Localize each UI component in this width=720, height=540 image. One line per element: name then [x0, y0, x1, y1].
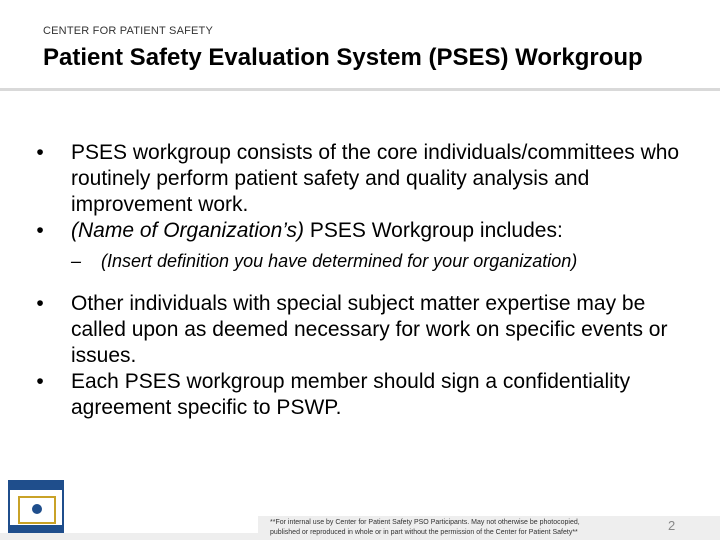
logo-top-band	[10, 482, 62, 490]
bullet-dot: •	[36, 370, 44, 393]
page-number: 2	[668, 518, 676, 533]
bullet-dot: •	[36, 292, 44, 315]
bullet-item	[30, 218, 690, 244]
logo-bottom-band	[10, 525, 62, 532]
bullet-item	[30, 291, 690, 369]
logo-emblem-icon	[32, 504, 42, 514]
slide-title: Patient Safety Evaluation System (PSES) Workgroup	[43, 44, 643, 71]
bullet-text: Other individuals with special subject matter expertise may be called upon as deemed necessary for work on specific events or issues.	[71, 292, 668, 367]
bullet-italic-text: (Name of Organization’s)	[71, 219, 305, 242]
bullet-dot: •	[36, 219, 44, 242]
bullet-text: PSES Workgroup includes:	[304, 219, 563, 242]
bullet-text: PSES workgroup consists of the core individuals/committees who routinely perform patient safety and quality analysis and improvement work.	[71, 141, 680, 216]
sub-bullet-text: (Insert definition you have determined for your organization)	[101, 251, 578, 271]
bullet-item	[30, 369, 690, 421]
sub-bullet-item	[30, 250, 690, 273]
bullet-item	[30, 140, 690, 218]
footnote-line: published or reproduced in whole or in part without the permission of the Center for Patient Safety**	[270, 529, 578, 536]
confidentiality-footnote	[270, 518, 655, 538]
sub-bullet-dash: –	[71, 251, 82, 271]
bullet-text: Each PSES workgroup member should sign a confidentiality agreement specific to PSWP.	[71, 370, 631, 419]
footnote-line: **For internal use by Center for Patient Safety PSO Participants. May not otherwise be photocopied,	[270, 519, 580, 526]
title-divider	[0, 88, 720, 91]
pso-logo	[8, 480, 64, 534]
slide-body	[30, 140, 690, 421]
org-eyebrow: CENTER FOR PATIENT SAFETY	[43, 25, 214, 37]
bullet-dot: •	[36, 141, 44, 164]
